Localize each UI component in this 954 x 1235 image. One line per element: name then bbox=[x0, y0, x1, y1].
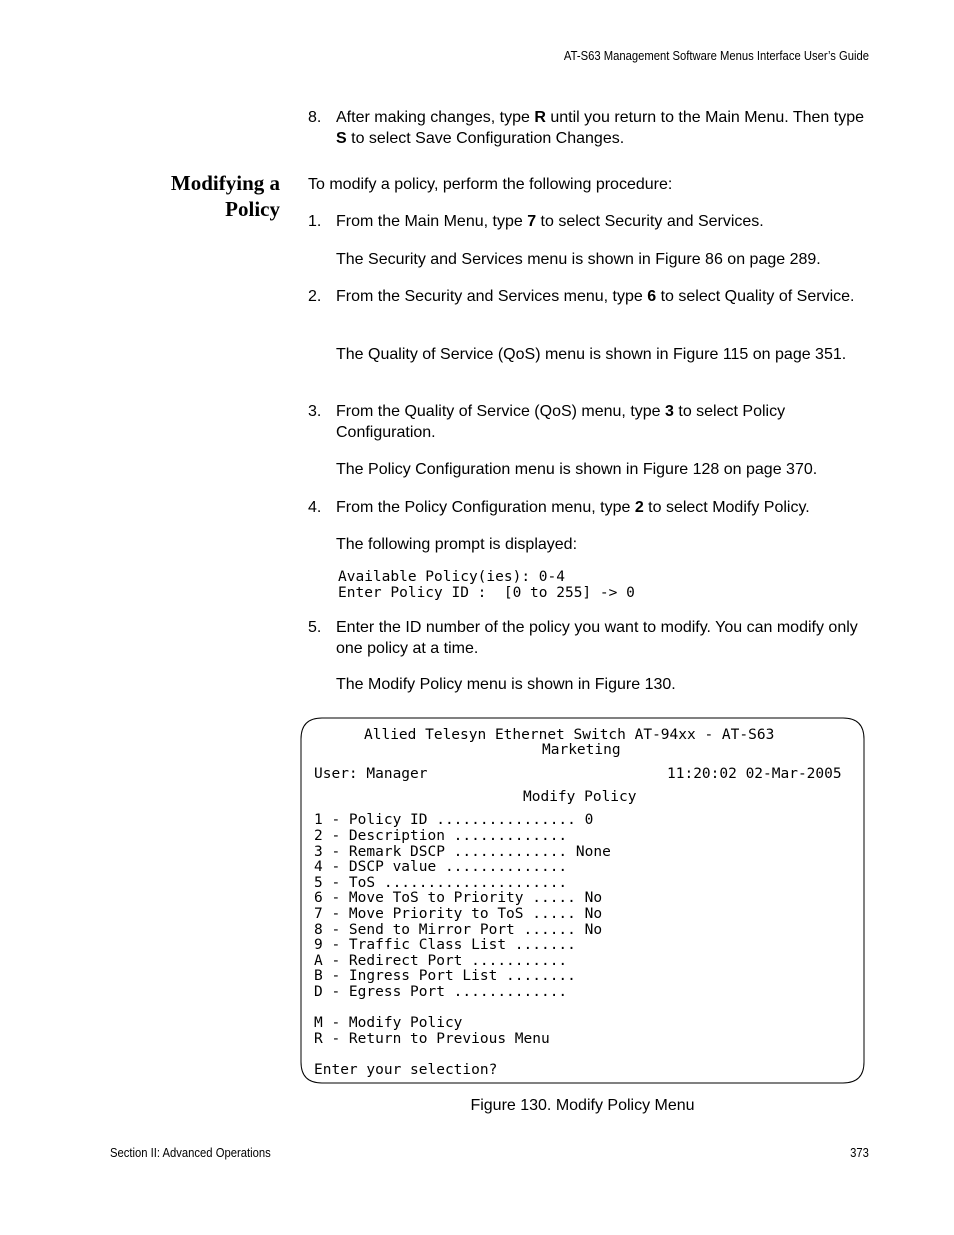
running-header: AT-S63 Management Software Menus Interface User’s Guide bbox=[563, 49, 869, 63]
menu-item: 3 - Remark DSCP ............. None bbox=[314, 844, 611, 860]
page-number: 373 bbox=[850, 1146, 869, 1160]
screen-user: User: Manager bbox=[314, 766, 428, 782]
terminal-screen-figure bbox=[300, 717, 865, 1084]
menu-item: 1 - Policy ID ................ 0 bbox=[314, 812, 594, 828]
step-8 bbox=[308, 108, 870, 149]
screen-title: Allied Telesyn Ethernet Switch AT-94xx - AT-S63 bbox=[364, 727, 775, 743]
step-3 bbox=[308, 402, 870, 443]
step-4 bbox=[308, 498, 870, 519]
step-number: 8. bbox=[308, 109, 322, 126]
menu-item: 6 - Move ToS to Priority ..... No bbox=[314, 890, 603, 906]
step-text: Enter the ID number of the policy you want to modify. You can modify only one policy at a time. bbox=[336, 619, 858, 657]
menu-item: 9 - Traffic Class List ....... bbox=[314, 937, 576, 953]
step-text: After making changes, type R until you return to the Main Menu. Then type S to select Save Configuration Changes. bbox=[336, 109, 864, 147]
step-1-note: The Security and Services menu is shown in Figure 86 on page 289. bbox=[336, 251, 821, 268]
step-5 bbox=[308, 618, 870, 659]
step-2 bbox=[308, 287, 870, 308]
step-number: 2. bbox=[308, 288, 322, 305]
step-text: From the Main Menu, type 7 to select Security and Services. bbox=[336, 213, 764, 230]
screen-menu-title: Modify Policy bbox=[523, 789, 637, 805]
menu-item: 7 - Move Priority to ToS ..... No bbox=[314, 906, 603, 922]
step-2-note: The Quality of Service (QoS) menu is shown in Figure 115 on page 351. bbox=[336, 346, 847, 363]
screen-timestamp: 11:20:02 02-Mar-2005 bbox=[667, 766, 842, 782]
step-1 bbox=[308, 212, 870, 233]
menu-item: D - Egress Port ............. bbox=[314, 984, 568, 1000]
section-heading: Modifying a Policy bbox=[170, 171, 280, 221]
menu-item: 8 - Send to Mirror Port ...... No bbox=[314, 922, 603, 938]
policy-prompt: Available Policy(ies): 0-4 Enter Policy ID : [0 to 255] -> 0 bbox=[338, 569, 635, 601]
step-number: 5. bbox=[308, 619, 322, 636]
menu-item: 2 - Description ............. bbox=[314, 828, 568, 844]
step-3-note: The Policy Configuration menu is shown in Figure 128 on page 370. bbox=[336, 461, 818, 478]
step-text: From the Policy Configuration menu, type 2 to select Modify Policy. bbox=[336, 499, 810, 516]
screen-subtitle: Marketing bbox=[542, 742, 621, 758]
menu-item: A - Redirect Port ........... bbox=[314, 953, 568, 969]
menu-action: M - Modify Policy bbox=[314, 1015, 463, 1031]
menu-item: B - Ingress Port List ........ bbox=[314, 968, 576, 984]
step-number: 3. bbox=[308, 403, 322, 420]
menu-item: 5 - ToS ..................... bbox=[314, 875, 568, 891]
menu-action: R - Return to Previous Menu bbox=[314, 1031, 550, 1047]
footer-section: Section II: Advanced Operations bbox=[110, 1146, 271, 1160]
step-4-note: The following prompt is displayed: bbox=[336, 536, 578, 553]
screen-prompt: Enter your selection? bbox=[314, 1062, 498, 1078]
step-number: 4. bbox=[308, 499, 322, 516]
step-text: From the Quality of Service (QoS) menu, type 3 to select Policy Configuration. bbox=[336, 403, 786, 441]
menu-item: 4 - DSCP value .............. bbox=[314, 859, 568, 875]
step-number: 1. bbox=[308, 213, 322, 230]
step-5-note: The Modify Policy menu is shown in Figure 130. bbox=[336, 676, 676, 693]
section-intro: To modify a policy, perform the following procedure: bbox=[308, 176, 673, 193]
step-text: From the Security and Services menu, type 6 to select Quality of Service. bbox=[336, 288, 855, 305]
figure-caption: Figure 130. Modify Policy Menu bbox=[470, 1097, 695, 1114]
